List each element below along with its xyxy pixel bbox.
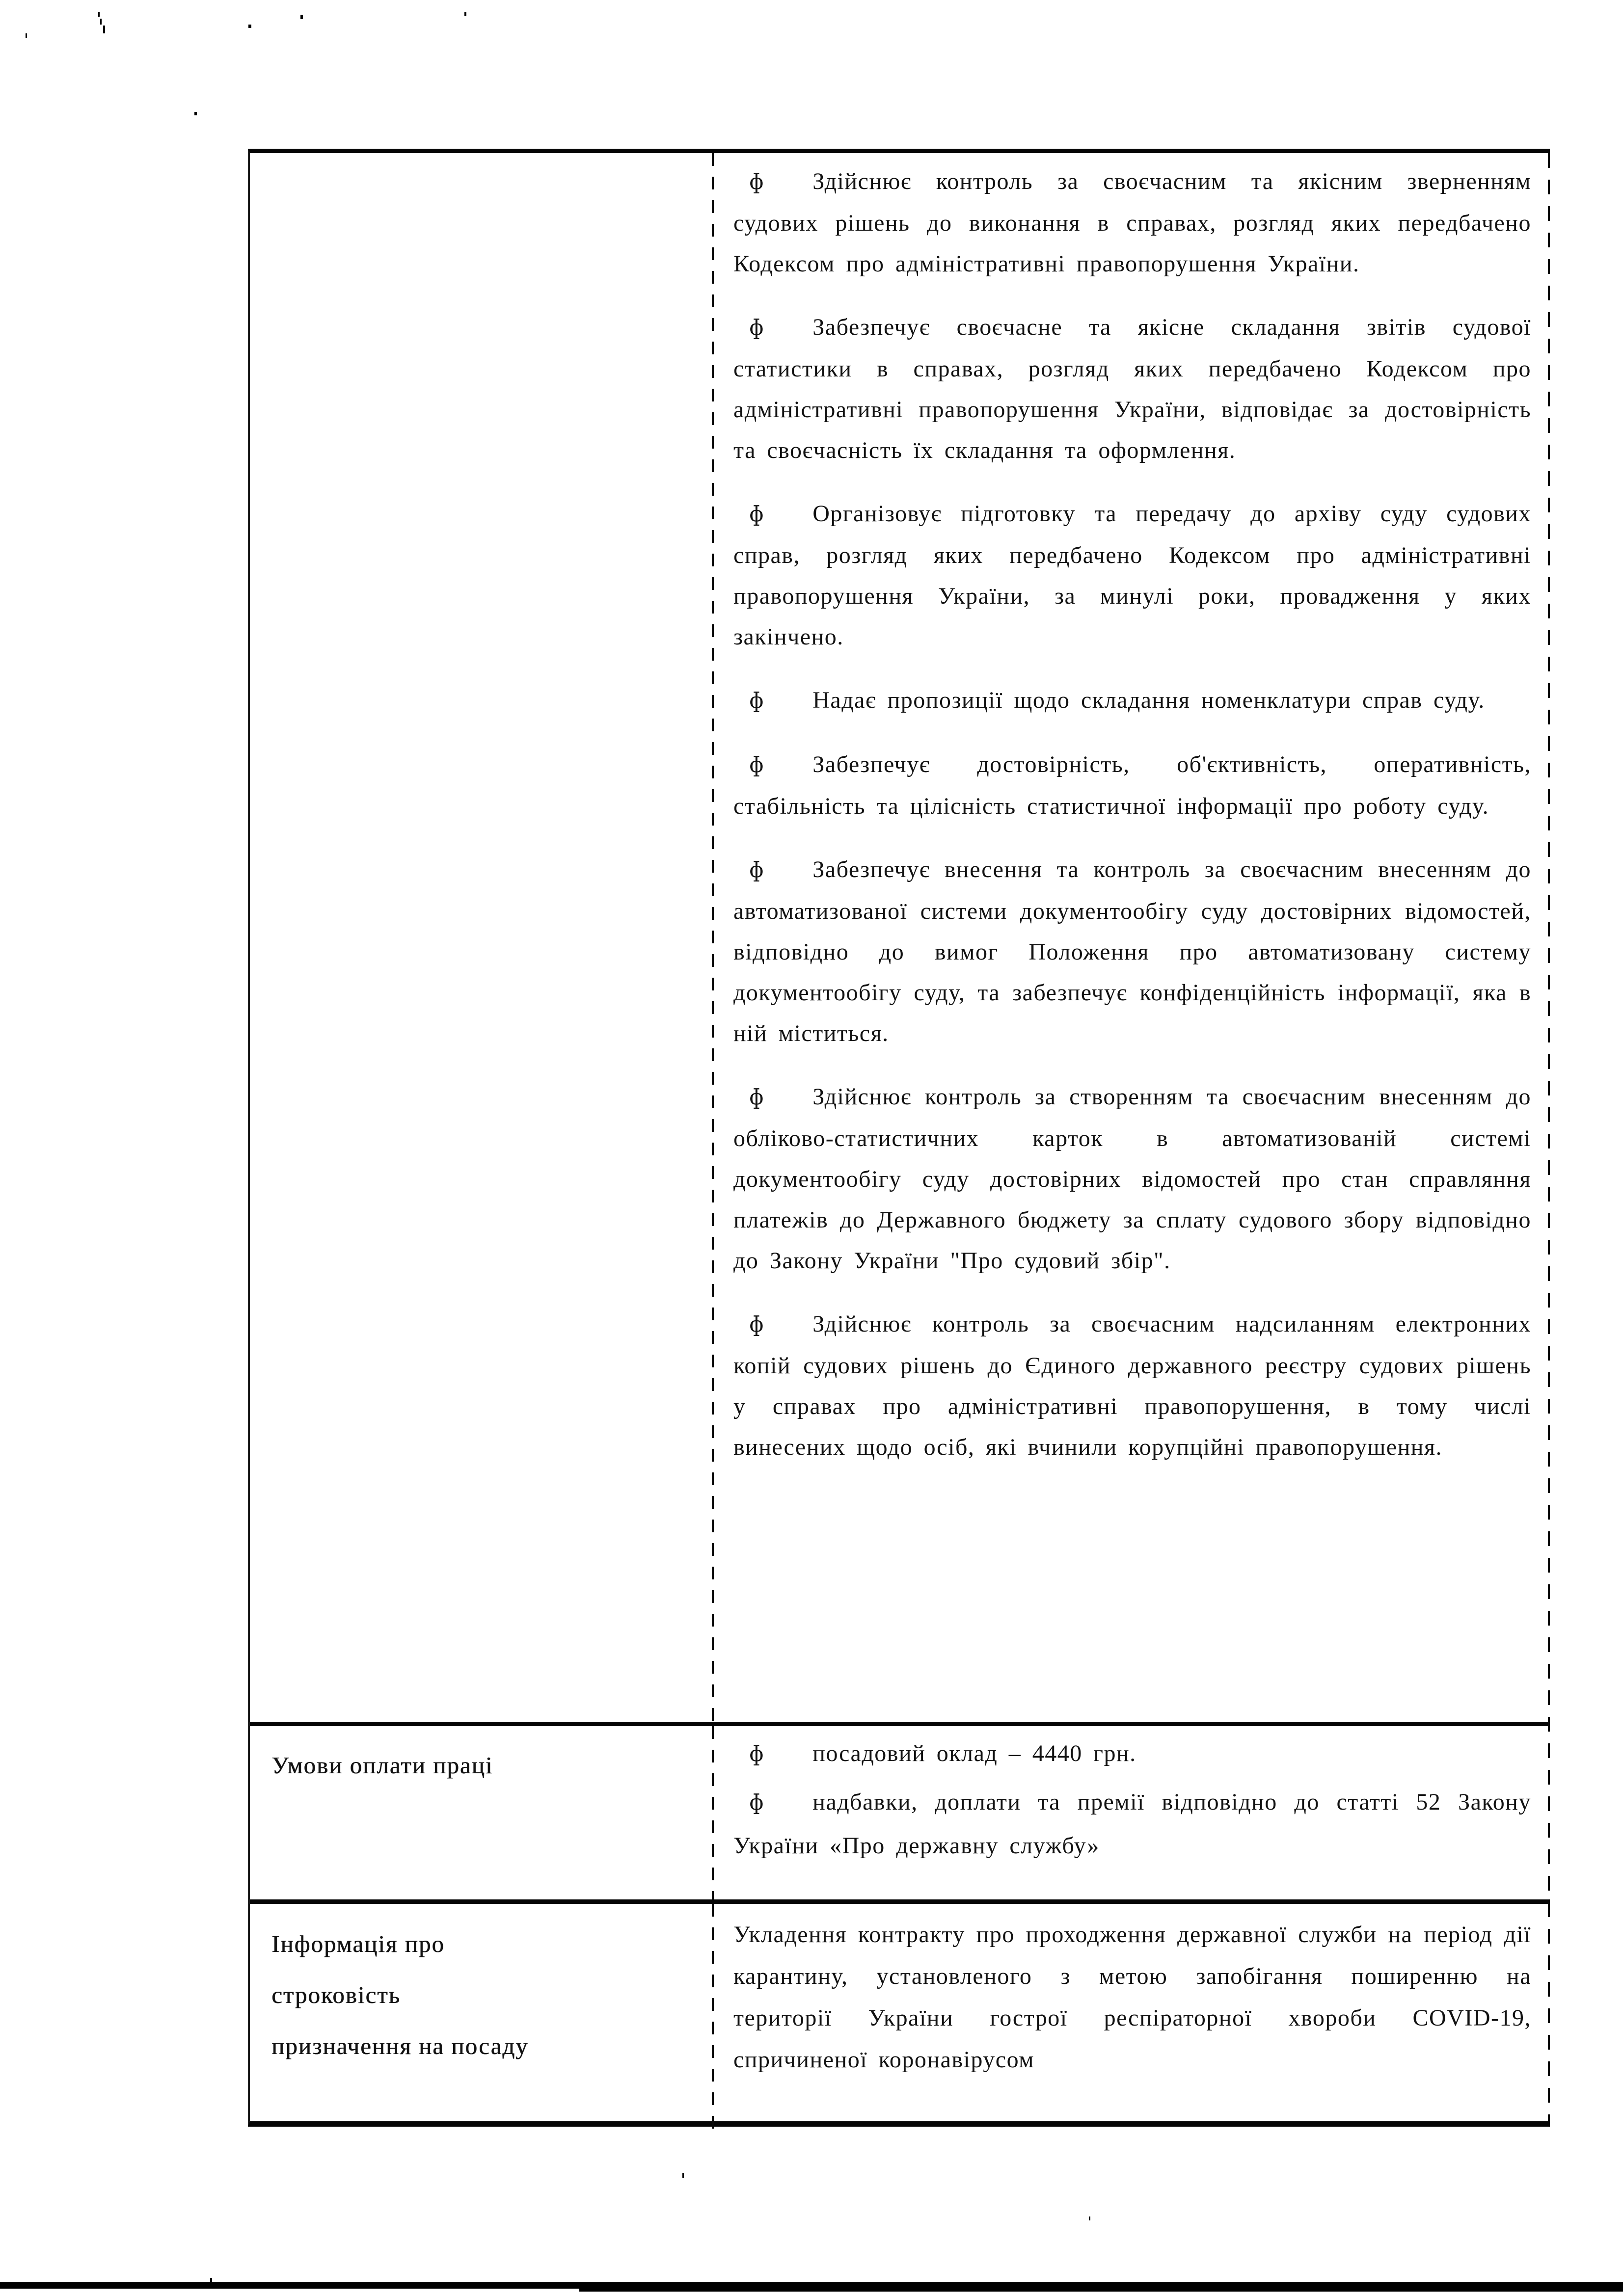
duty-item	[733, 161, 1531, 284]
vacancy-table	[248, 149, 1550, 2127]
table-row-duties	[250, 153, 1550, 1722]
duty-item	[733, 680, 1531, 721]
table-row-pay	[250, 1722, 1550, 1899]
duty-text: Здійснює контроль за створенням та своєчасним внесенням до обліково-статистичних карток в автоматизованій системі документообігу суду достовірних відомостей про стан справляння платежів до Державного бюджету за сплату судового збору відповідно до Закону України "Про судовий збір".	[733, 1084, 1531, 1274]
bullet-icon: ɸ	[749, 753, 765, 777]
scan-speck	[98, 12, 100, 17]
scan-speck	[248, 25, 251, 28]
scan-speck	[103, 26, 105, 33]
term-label-line: строковість	[271, 1981, 401, 2008]
term-text: Укладення контракту про проходження державної служби на період дії карантину, установленого з метою запобігання поширенню на території України гострої респіраторної хвороби COVID-19, спричиненої коронавірусом	[733, 1922, 1531, 2073]
duty-text: Здійснює контроль за своєчасним надсиланням електронних копій судових рішень до Єдиного державного реєстру судових рішень у справах про адміністративні правопорушення, в тому числі винесених щодо осіб, які вчинили корупційні правопорушення.	[733, 1311, 1531, 1460]
duty-item	[733, 493, 1531, 657]
pay-label: Умови оплати праці	[271, 1752, 493, 1779]
pay-label-cell	[250, 1726, 712, 1899]
term-label-line: Інформація про	[271, 1930, 445, 1957]
duty-item	[733, 1304, 1531, 1468]
pay-item	[733, 1732, 1531, 1776]
duty-text: Забезпечує внесення та контроль за своєчасним внесенням до автоматизованої системи документообігу суду достовірних відомостей, відповідно до вимог Положення про автоматизовану систему документообігу суду, та забезпечує конфіденційність інформації, яка в ній міститься.	[733, 856, 1531, 1046]
term-label-cell	[250, 1904, 712, 2131]
pay-cell	[712, 1726, 1550, 1899]
duty-text: Забезпечує достовірність, об'єктивність, оперативність, стабільність та цілісність статистичної інформації про роботу суду.	[733, 751, 1531, 819]
term-label-line: призначення на посаду	[271, 2032, 529, 2059]
duties-cell	[712, 153, 1550, 1722]
scan-speck	[300, 15, 303, 19]
scan-speck	[210, 2278, 212, 2282]
bullet-icon: ɸ	[749, 1790, 765, 1815]
duty-item	[733, 307, 1531, 471]
scan-speck	[26, 33, 27, 38]
bullet-icon: ɸ	[749, 1312, 765, 1337]
scan-speck	[194, 112, 197, 115]
column-divider-line	[712, 1726, 714, 1899]
scan-edge-line	[0, 2282, 1623, 2289]
scan-speck	[1089, 2216, 1090, 2220]
duty-text: Надає пропозиції щодо складання номенклатури справ суду.	[812, 687, 1485, 713]
pay-item-text: посадовий оклад – 4440 грн.	[812, 1740, 1136, 1766]
bullet-icon: ɸ	[749, 316, 765, 340]
bullet-icon: ɸ	[749, 502, 765, 527]
duty-item	[733, 1076, 1531, 1281]
scan-edge-line	[579, 2289, 1623, 2292]
duty-item	[733, 849, 1531, 1054]
duty-text: Організовує підготовку та передачу до архіву суду судових справ, розгляд яких передбачено Кодексом про адміністративні правопорушення України, за минулі роки, провадження у яких закінчено.	[733, 501, 1531, 650]
duties-label-cell	[250, 153, 712, 1722]
bullet-icon: ɸ	[749, 170, 765, 194]
column-divider-line	[712, 1904, 714, 2131]
duty-text: Здійснює контроль за своєчасним та якісним зверненням судових рішень до виконання в справах, розгляд яких передбачено Кодексом про адміністративні правопорушення України.	[733, 168, 1531, 277]
pay-item-text: надбавки, доплати та премії відповідно до статті 52 Закону України «Про державну службу»	[733, 1789, 1531, 1859]
table-right-border-line	[1548, 153, 1550, 2121]
term-cell	[712, 1904, 1550, 2131]
table-row-term	[250, 1899, 1550, 2131]
scan-speck	[100, 19, 102, 25]
duty-text: Забезпечує своєчасне та якісне складання звітів судової статистики в справах, розгляд яких передбачено Кодексом про адміністративні правопорушення України, відповідає за достовірність та своєчасність їх складання та оформлення.	[733, 314, 1531, 463]
pay-item	[733, 1781, 1531, 1868]
scan-speck	[464, 12, 466, 16]
bullet-icon: ɸ	[749, 1742, 765, 1766]
column-divider-line	[712, 153, 714, 1722]
bullet-icon: ɸ	[749, 689, 765, 713]
bullet-icon: ɸ	[749, 1085, 765, 1110]
bullet-icon: ɸ	[749, 858, 765, 882]
duty-item	[733, 744, 1531, 827]
scan-speck	[682, 2173, 684, 2178]
